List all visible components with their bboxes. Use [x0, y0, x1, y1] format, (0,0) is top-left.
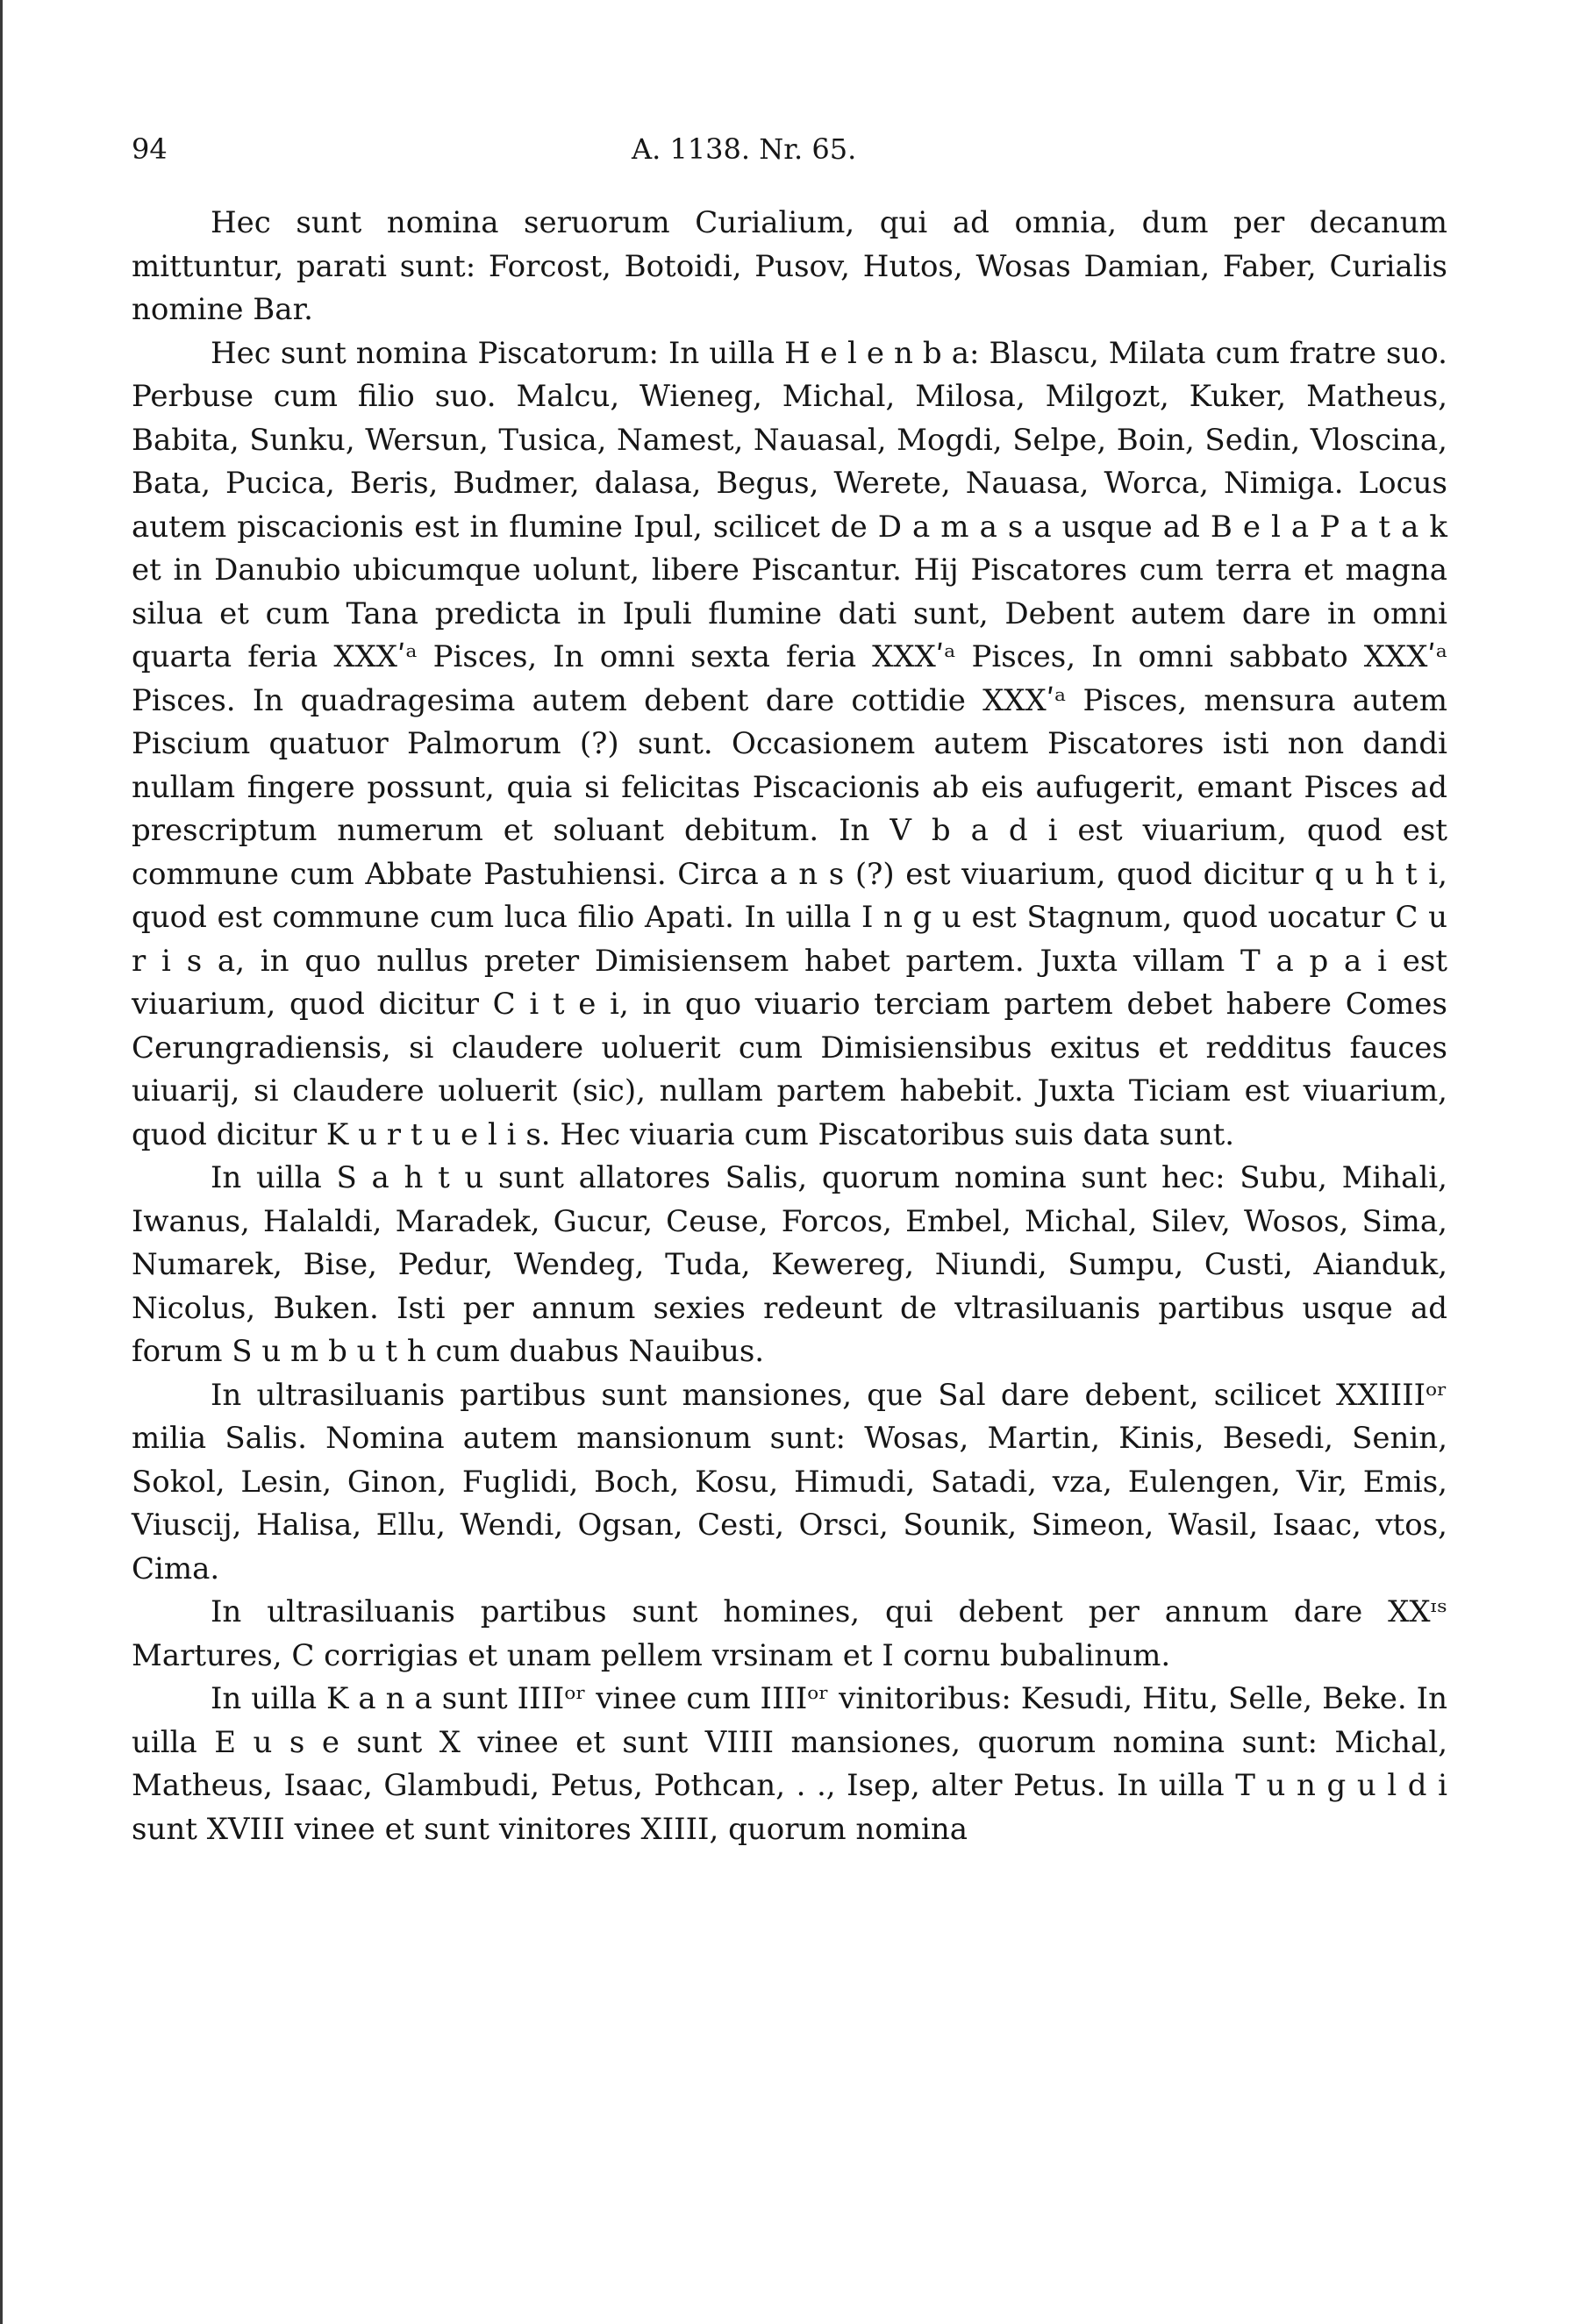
paragraph-vinee: In uilla K a n a sunt IIIIᵒʳ vinee cum IIIIᵒʳ vinitoribus: Kesudi, Hitu, Selle, Beke. In uilla E u s e sunt X vinee et sunt VIIII mansiones, quorum nomina sunt: Michal, Matheus, Isaac, Glambudi, Petus, Pothcan, . ., Isep, alter Petus. In uilla T u n g u l d i sunt XVIII vinee et sunt vinitores XIIII, quorum nomina — [132, 1681, 1447, 1847]
page-edge-line — [0, 0, 3, 2324]
paragraph-piscatores: Hec sunt nomina Piscatorum: In uilla H e l e n b a: Blascu, Milata cum fratre suo. Perbuse cum filio suo. Malcu, Wieneg, Michal, Milosa, Milgozt, Kuker, Matheus, Babita, Sunku, Wersun, Tusica, Namest, Nauasal, Mogdi, Selpe, Boin, Sedin, Vloscina, Bata, Pucica, Beris, Budmer, dalasa, Begus, Werete, Nauasa, Worca, Nimiga. Locus autem piscacionis est in flumine Ipul, scilicet de D a m a s a usque ad B e l a P a t a k et in Danubio ubicumque uolunt, libere Piscantur. Hij Piscatores cum terra et magna silua et cum Tana predicta in Ipuli flumine dati sunt, Debent autem dare in omni quarta feria XXXʹᵃ Pisces, In omni sexta feria XXXʹᵃ Pisces, In omni sabbato XXXʹᵃ Pisces. In quadragesima autem debent dare cottidie XXXʹᵃ Pisces, mensura autem Piscium quatuor Palmorum (?) sunt. Occasionem autem Piscatores isti non dandi nullam fingere possunt, quia si felicitas Piscacionis ab eis aufugerit, emant Pisces ad prescriptum numerum et soluant debitum. In V b a d i est viuarium, quod est commune cum Abbate Pastuhiensi. Circa a n s (?) est viuarium, quod dicitur q u h t i, quod est commune cum luca filio Apati. In uilla I n g u est Stagnum, quod uocatur C u r i s a, in quo nullus preter Dimisiensem habet partem. Juxta villam T a p a i est viuarium, quod dicitur C i t e i, in quo viuario terciam partem debet habere Comes Cerungradiensis, si claudere uoluerit cum Dimisiensibus exitus et redditus fauces uiuarij, si claudere uoluerit (sic), nullam partem habebit. Juxta Ticiam est viuarium, quod dicitur K u r t u e l i s. Hec viuaria cum Piscatoribus suis data sunt. — [132, 335, 1447, 1152]
page-number: 94 — [132, 132, 168, 166]
running-title: A. 1138. Nr. 65. — [632, 132, 857, 166]
text-body — [132, 202, 1447, 1851]
paragraph-allatores-salis: In uilla S a h t u sunt allatores Salis, quorum nomina sunt hec: Subu, Mihali, Iwanus, Halaldi, Maradek, Gucur, Ceuse, Forcos, Embel, Michal, Silev, Wosos, Sima, Numarek, Bise, Pedur, Wendeg, Tuda, Kewereg, Niundi, Sumpu, Custi, Aianduk, Nicolus, Buken. Isti per annum sexies redeunt de vltrasiluanis partibus usque ad forum S u m b u t h cum duabus Nauibus. — [132, 1160, 1447, 1369]
running-head — [132, 123, 1447, 175]
paragraph-curiales: Hec sunt nomina seruorum Curialium, qui ad omnia, dum per decanum mittuntur, parati sunt: Forcost, Botoidi, Pusov, Hutos, Wosas Damian, Faber, Curialis nomine Bar. — [132, 205, 1447, 327]
paragraph-martures: In ultrasiluanis partibus sunt homines, qui debent per annum dare XXᶦˢ Martures, C corrigias et unam pellem vrsinam et I cornu bubalinum. — [132, 1594, 1447, 1673]
paragraph-mansiones: In ultrasiluanis partibus sunt mansiones, que Sal dare debent, scilicet XXIIIIᵒʳ milia Salis. Nomina autem mansionum sunt: Wosas, Martin, Kinis, Besedi, Senin, Sokol, Lesin, Ginon, Fuglidi, Boch, Kosu, Himudi, Satadi, vza, Eulengen, Vir, Emis, Viuscij, Halisa, Ellu, Wendi, Ogsan, Cesti, Orsci, Sounik, Simeon, Wasil, Isaac, vtos, Cima. — [132, 1377, 1447, 1586]
